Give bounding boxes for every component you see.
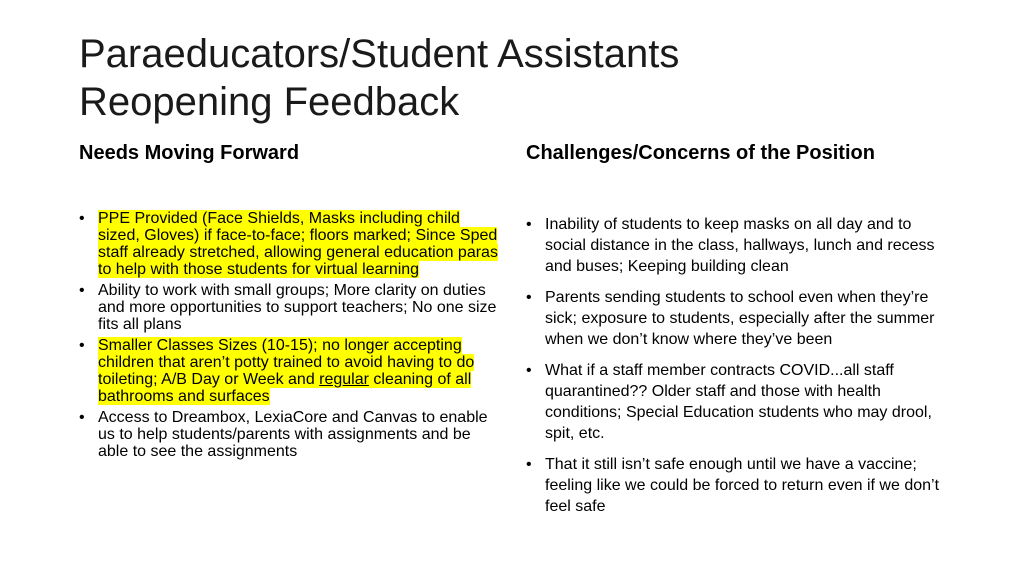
list-item: [526, 287, 946, 350]
slide-title-line-1: Paraeducators/Student Assistants: [79, 32, 680, 76]
list-item-text: What if a staff member contracts COVID...all staff quarantined?? Older staff and those with health conditions; Special Education students who may drool, spit, etc.: [545, 362, 932, 442]
slide-title: [79, 30, 679, 126]
list-item: [79, 337, 499, 405]
list-item-text-before: Smaller Classes Sizes (10-15); no longer accepting children that aren’t potty trained to avoid having to do toileting; A/B Day or Week and: [98, 337, 475, 388]
bullet-icon: •: [526, 216, 532, 233]
needs-heading: Needs Moving Forward: [79, 142, 300, 164]
list-item: [526, 360, 946, 444]
bullet-icon: •: [526, 362, 532, 379]
bullet-icon: •: [79, 282, 85, 299]
list-item-text: [98, 337, 474, 405]
list-item-text: Access to Dreambox, LexiaCore and Canvas to enable us to help students/parents with assignments and be able to see the assignments: [98, 409, 488, 460]
challenges-list: [526, 214, 946, 527]
list-item: [79, 282, 499, 333]
slide-title-line-2: Reopening Feedback: [79, 80, 460, 124]
list-item-text: Ability to work with small groups; More clarity on duties and more opportunities to support teachers; No one size fits all plans: [98, 282, 497, 333]
list-item: [79, 210, 499, 278]
challenges-heading: Challenges/Concerns of the Position: [526, 142, 875, 164]
list-item: [526, 214, 946, 277]
list-item: [79, 409, 499, 460]
bullet-icon: •: [526, 289, 532, 306]
list-item-text-after: cleaning of all bathrooms and surfaces: [98, 371, 472, 405]
bullet-icon: •: [526, 456, 532, 473]
list-item-text: Inability of students to keep masks on all day and to social distance in the class, hallways, lunch and recess and buses; Keeping building clean: [545, 216, 935, 275]
bullet-icon: •: [79, 210, 85, 227]
needs-list: [79, 210, 499, 464]
list-item: [526, 454, 946, 517]
list-item-text: PPE Provided (Face Shields, Masks including child sized, Gloves) if face-to-face; floors marked; Since Sped staff already stretched, allowing general education paras to help with those students for virtual learning: [98, 210, 498, 278]
bullet-icon: •: [79, 337, 85, 354]
list-item-text: That it still isn’t safe enough until we have a vaccine; feeling like we could be forced to return even if we don’t feel safe: [545, 456, 940, 515]
list-item-text: Parents sending students to school even when they’re sick; exposure to students, especially after the summer when we don’t know where they’ve been: [545, 289, 935, 348]
bullet-icon: •: [79, 409, 85, 426]
list-item-underlined-word: regular: [319, 371, 369, 388]
